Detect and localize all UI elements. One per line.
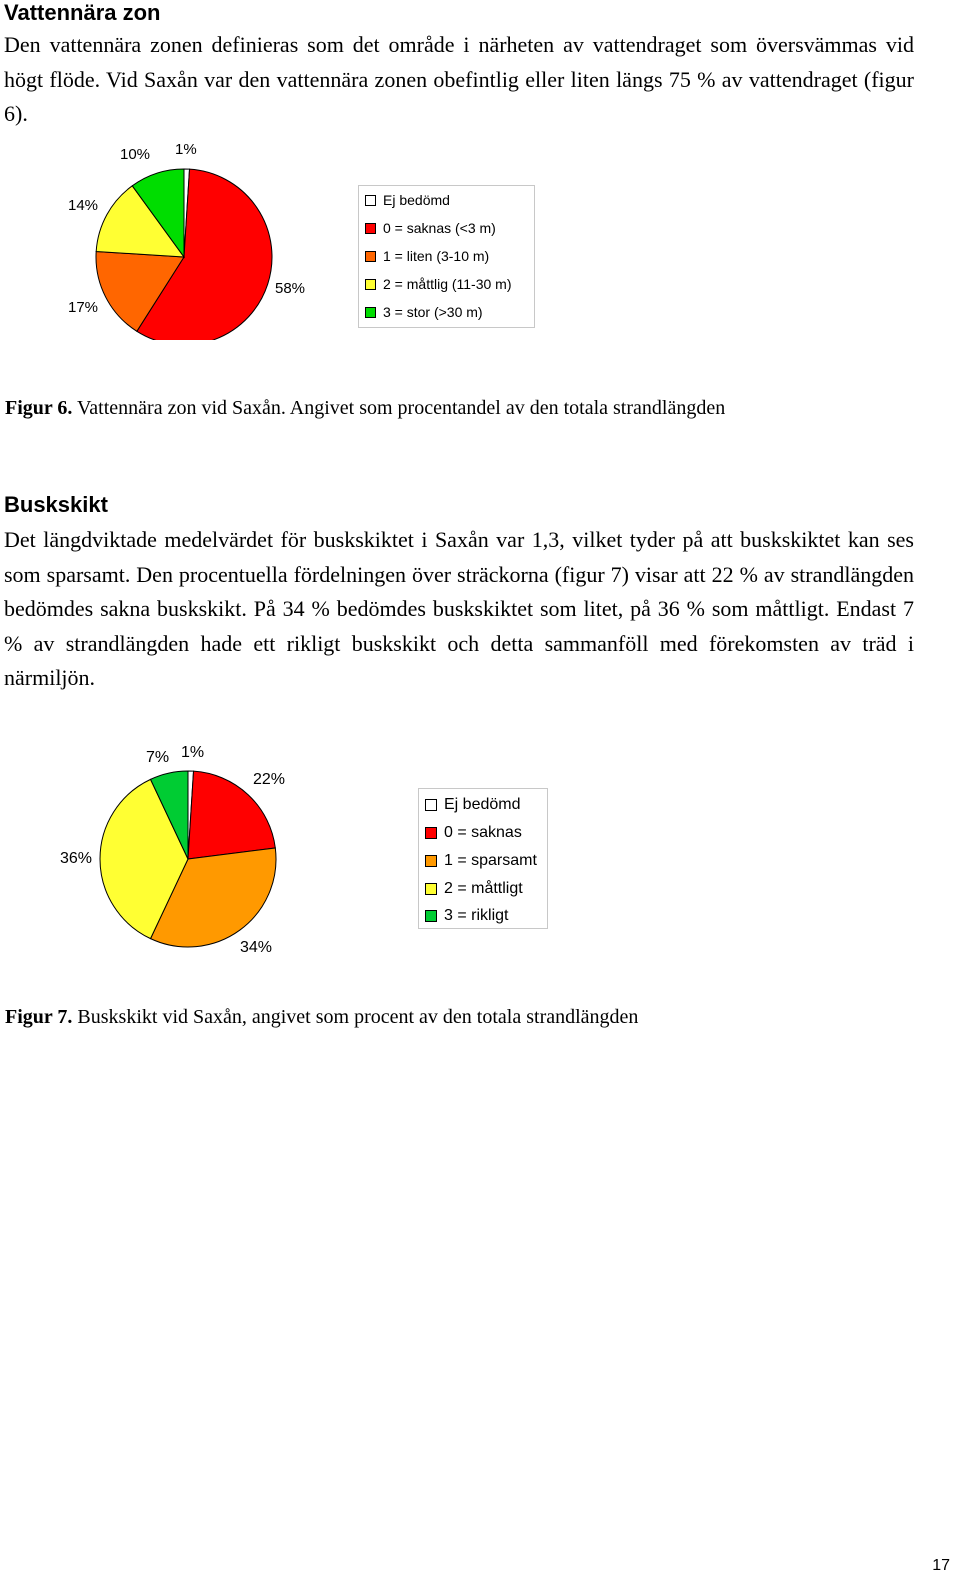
legend-swatch [425,883,437,895]
legend-swatch [425,827,437,839]
legend-label: 0 = saknas (<3 m) [383,220,496,236]
legend-label: Ej bedömd [444,796,521,813]
pie-label: 34% [240,939,273,956]
pie-label: 14% [68,197,99,214]
section-heading-buskskikt: Buskskikt [4,492,108,517]
caption-label: Figur 6. [5,397,73,419]
legend-label: 0 = saknas [444,824,522,841]
legend-swatch [425,910,437,922]
chart-legend [358,185,535,328]
legend-swatch [365,279,376,290]
legend-swatch [365,307,376,318]
legend-label: 1 = liten (3-10 m) [383,248,490,264]
legend-label: 2 = måttligt [444,880,523,897]
paragraph-vattennara-zon: Den vattennära zonen definieras som det område i närheten av vattendraget som översvämmas vid högt flöde. Vid Saxån var den vattennära zonen obefintlig eller liten längs 75 % av vattendraget (figur 6). [4,32,914,126]
pie-label: 36% [60,850,93,867]
pie-label: 10% [120,146,151,163]
legend-item [365,304,483,320]
legend-swatch [425,855,437,867]
pie-label: 1% [175,141,197,158]
pie-label: 1% [181,744,205,761]
legend-item [425,796,521,814]
pie-label: 17% [68,299,99,316]
legend-label: 3 = stor (>30 m) [383,304,483,320]
page-number: 17 [932,1557,950,1574]
legend-swatch [365,223,376,234]
caption-text: Buskskikt vid Saxån, angivet som procent av den totala strandlängden [72,1006,639,1028]
legend-swatch [365,251,376,262]
legend-item [425,824,522,842]
legend-item [365,192,450,208]
caption-label: Figur 7. [5,1006,73,1028]
legend-item [425,852,537,870]
legend-item [365,220,496,236]
pie-label: 7% [146,749,170,766]
legend-label: Ej bedömd [383,192,450,208]
legend-item [365,248,489,264]
chart-legend [418,788,548,929]
legend-swatch [425,799,437,811]
pie-label: 22% [253,771,286,788]
figure-caption [5,397,725,420]
legend-item [425,880,523,898]
legend-label: 3 = rikligt [444,907,509,924]
paragraph-buskskikt: Det längdviktade medelvärdet för buskskiktet i Saxån var 1,3, vilket tyder på att buskskiktet kan ses som sparsamt. Den procentuella fördelningen över sträckorna (figur 7) visar att 22 % av strandlängden bedömdes sakna buskskikt. På 34 % bedömdes buskskiktet som litet, på 36 % som måttligt. Endast 7 % av strandlängden hade ett rikligt buskskikt och detta sammanföll med förekomsten av träd i närmiljön. [4,527,914,690]
figure-caption [5,1006,638,1029]
legend-label: 2 = måttlig (11-30 m) [383,276,512,292]
pie-label: 58% [275,280,306,297]
legend-item [365,276,512,292]
caption-text: Vattennära zon vid Saxån. Angivet som procentandel av den totala strandlängden [72,397,726,419]
legend-swatch [365,195,376,206]
section-heading-vattennara-zon: Vattennära zon [4,0,161,25]
legend-label: 1 = sparsamt [444,852,537,869]
legend-item [425,907,508,925]
